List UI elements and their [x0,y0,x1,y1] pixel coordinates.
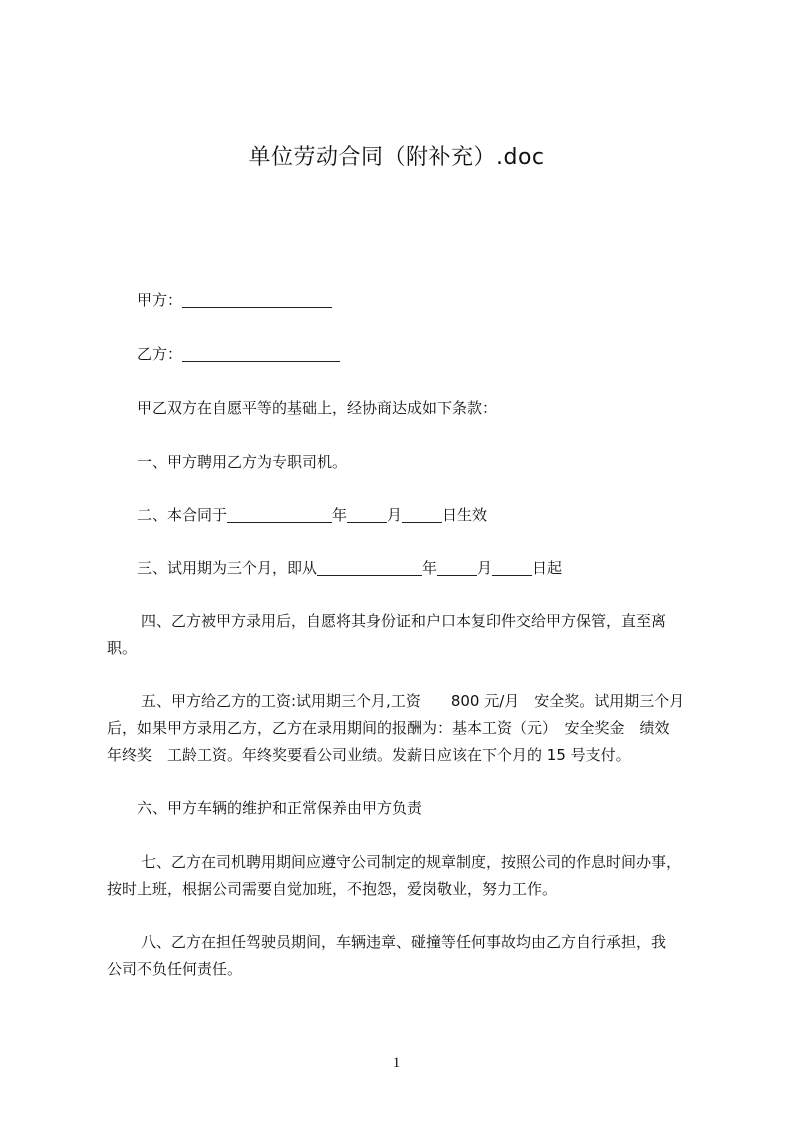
clause-7-line-2: 按时上班，根据公司需要自觉加班，不抱怨，爱岗敬业，努力工作。 [107,880,558,898]
clause-3-year-blank [317,559,422,576]
clause-3-month-blank [437,559,477,576]
party-a-line [137,286,332,314]
clause-2-day-blank [402,506,442,523]
clause-2-prefix: 二、本合同于 [137,506,228,524]
clause-3-prefix: 三、试用期为三个月，即从 [137,559,318,577]
party-b-blank [182,345,340,362]
clause-5-line-3: 年终奖 工龄工资。年终奖要看公司业绩。发薪日应该在下个月的 15 号支付。 [107,746,631,764]
clause-4-line-1: 四、乙方被甲方录用后，自愿将其身份证和户口本复印件交给甲方保管，直至离 [141,612,667,630]
clause-3-day-blank [492,559,532,576]
clause-8-line-1: 八、乙方在担任驾驶员期间，车辆违章、碰撞等任何事故均由乙方自行承担，我 [141,933,667,951]
clause-2-year-blank [227,506,332,523]
clause-1: 一、甲方聘用乙方为专职司机。 [137,453,348,471]
clause-2-month-label: 月 [387,506,403,524]
page-number: 1 [392,1055,401,1071]
clause-8-line-2: 公司不负任何责任。 [107,960,243,978]
document-title: 单位劳动合同（附补充）.doc [248,145,545,170]
clause-3-month-label: 月 [477,559,493,577]
party-a-blank [182,291,332,308]
clause-7-line-1: 七、乙方在司机聘用期间应遵守公司制定的规章制度，按照公司的作息时间办事， [141,853,682,871]
clause-3-day-label: 日起 [532,559,563,577]
clause-2-month-blank [347,506,387,523]
clause-3 [137,554,562,582]
party-a-label: 甲方： [137,291,183,309]
clause-5-line-2: 后，如果甲方录用乙方，乙方在录用期间的报酬为：基本工资（元） 安全奖金 绩效 [107,719,670,737]
clause-2 [137,501,487,529]
clause-4-line-2: 职。 [107,639,138,657]
party-b-label: 乙方： [137,345,183,363]
clause-2-day-label: 日生效 [442,506,488,524]
clause-6: 六、甲方车辆的维护和正常保养由甲方负责 [137,799,423,817]
clause-5-line-1: 五、甲方给乙方的工资:试用期三个月,工资 800 元/月 安全奖。试用期三个月 [141,692,685,710]
clause-2-year-label: 年 [332,506,348,524]
party-b-line [137,340,340,368]
intro-paragraph: 甲乙双方在自愿平等的基础上，经协商达成如下条款： [137,399,498,417]
clause-3-year-label: 年 [422,559,438,577]
